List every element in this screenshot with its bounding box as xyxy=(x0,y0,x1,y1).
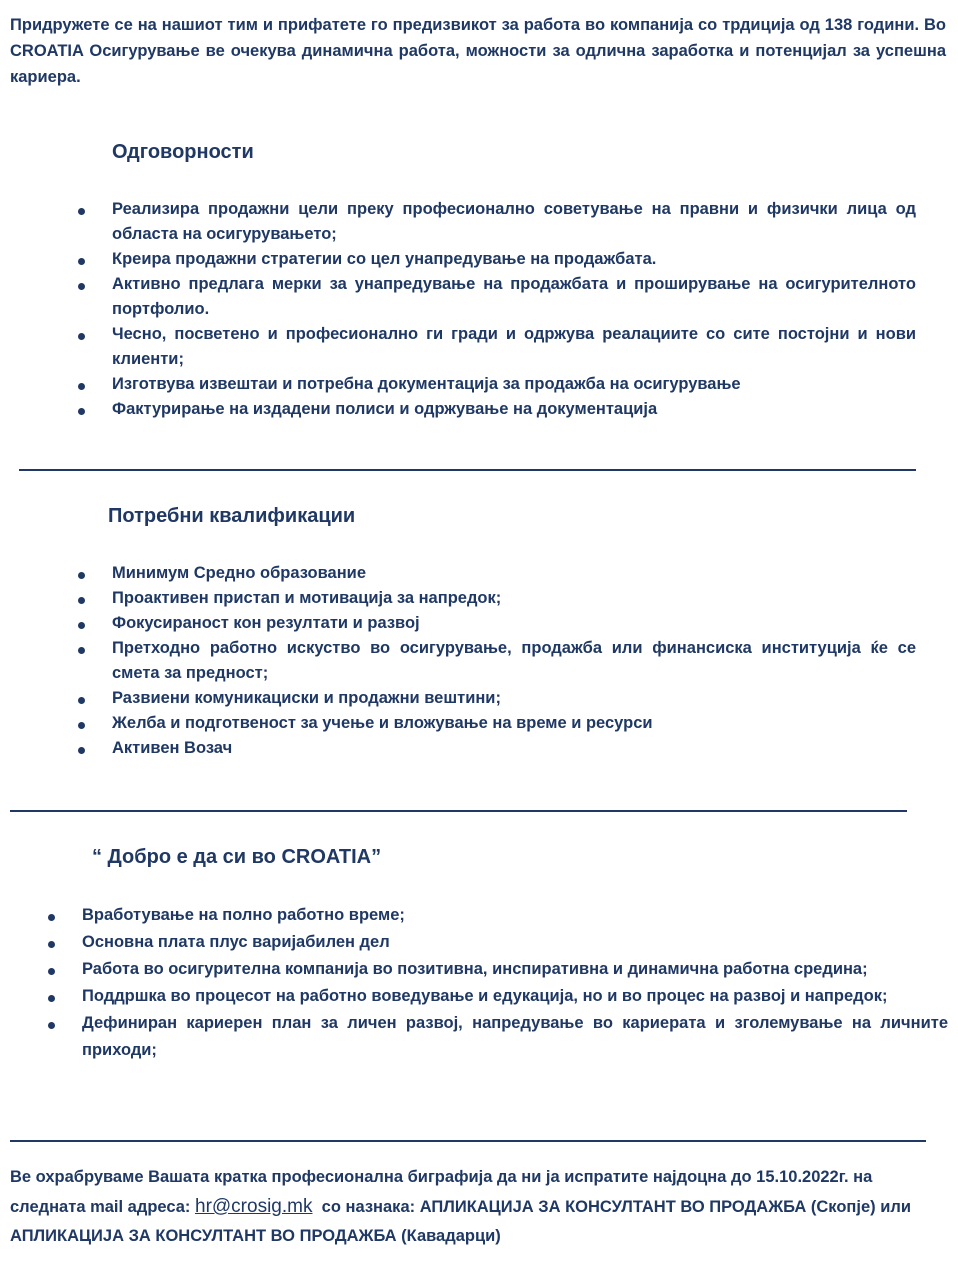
section-divider xyxy=(10,810,907,812)
bullet-icon xyxy=(78,722,85,729)
list-item: Реализира продажни цели преку професионално советување на правни и физички лица од областа на осигурувањето; xyxy=(112,197,916,247)
bullet-icon xyxy=(78,383,85,390)
bullet-icon xyxy=(78,622,85,629)
application-instructions xyxy=(10,1163,946,1251)
list-item: Проактивен пристап и мотивација за напредок; xyxy=(112,586,916,611)
list-item: Дефиниран кариерен план за личен развој, напредување во кариерата и зголемување на личните приходи; xyxy=(82,1010,948,1064)
list-item: Основна плата плус варијабилен дел xyxy=(82,929,948,956)
bullet-icon xyxy=(78,597,85,604)
list-item: Активно предлага мерки за унапредување на продажбата и проширување на осигурителното портфолио. xyxy=(112,272,916,322)
list-item: Минимум Средно образование xyxy=(112,561,916,586)
bullet-icon xyxy=(78,333,85,340)
list-item: Фокусираност кон резултати и развој xyxy=(112,611,916,636)
list-item: Активен Возач xyxy=(112,736,916,761)
bullet-icon xyxy=(78,572,85,579)
bullet-icon xyxy=(48,1022,55,1029)
list-item: Поддршка во процесот на работно воведување и едукација, но и во процес на развој и напредок; xyxy=(82,983,948,1010)
list-item: Чесно, посветено и професионално ги гради и одржува реалациите со сите постојни и нови клиенти; xyxy=(112,322,916,372)
list-item: Претходно работно искуство во осигурување, продажба или финансиска институција ќе се смета за предност; xyxy=(112,636,916,686)
responsibilities-list xyxy=(112,197,916,422)
benefits-list xyxy=(82,902,948,1064)
section-divider xyxy=(19,469,916,471)
qualifications-heading: Потребни квалификации xyxy=(108,505,356,527)
list-item: Фактурирање на издадени полиси и одржување на документација xyxy=(112,397,916,422)
bullet-icon xyxy=(78,208,85,215)
list-item: Вработување на полно работно време; xyxy=(82,902,948,929)
bullet-icon xyxy=(78,408,85,415)
section-divider xyxy=(10,1140,926,1142)
list-item: Желба и подготвеност за учење и вложување на време и ресурси xyxy=(112,711,916,736)
bullet-icon xyxy=(48,941,55,948)
bullet-icon xyxy=(78,283,85,290)
footer-text-after: со назнака: АПЛИКАЦИЈА ЗА КОНСУЛТАНТ ВО ПРОДАЖБА (Скопје) или АПЛИКАЦИЈА ЗА КОНСУЛТАНТ ВО ПРОДАЖБА (Кавадарци) xyxy=(10,1198,916,1245)
list-item: Развиени комуникациски и продажни вештини; xyxy=(112,686,916,711)
list-item: Креира продажни стратегии со цел унапредување на продажбата. xyxy=(112,247,916,272)
bullet-icon xyxy=(78,747,85,754)
bullet-icon xyxy=(78,697,85,704)
qualifications-list xyxy=(112,561,916,761)
list-item: Изготвува извештаи и потребна документација за продажба на осигурување xyxy=(112,372,916,397)
bullet-icon xyxy=(48,995,55,1002)
bullet-icon xyxy=(78,258,85,265)
intro-paragraph: Придружете се на нашиот тим и прифатете го предизвикот за работа во компанија со трдиција од 138 години. Во CROATIA Осигурување ве очекува динамична работа, можности за одлична заработка и потенцијал за успешна кариера. xyxy=(10,16,946,86)
footer-text-before: Ве охрабруваме Вашата кратка професионална биграфија да ни ја испратите најдоцна до 15.10.2022г. на следната mail адреса: xyxy=(10,1168,873,1216)
bullet-icon xyxy=(48,968,55,975)
responsibilities-heading: Одговорности xyxy=(112,141,254,163)
bullet-icon xyxy=(78,647,85,654)
email-link[interactable]: hr@crosig.mk xyxy=(195,1196,313,1217)
list-item: Работа во осигурителна компанија во позитивна, инспиративна и динамична работна средина; xyxy=(82,956,948,983)
benefits-heading: “ Добро е да си во CROATIA” xyxy=(92,846,382,868)
bullet-icon xyxy=(48,914,55,921)
